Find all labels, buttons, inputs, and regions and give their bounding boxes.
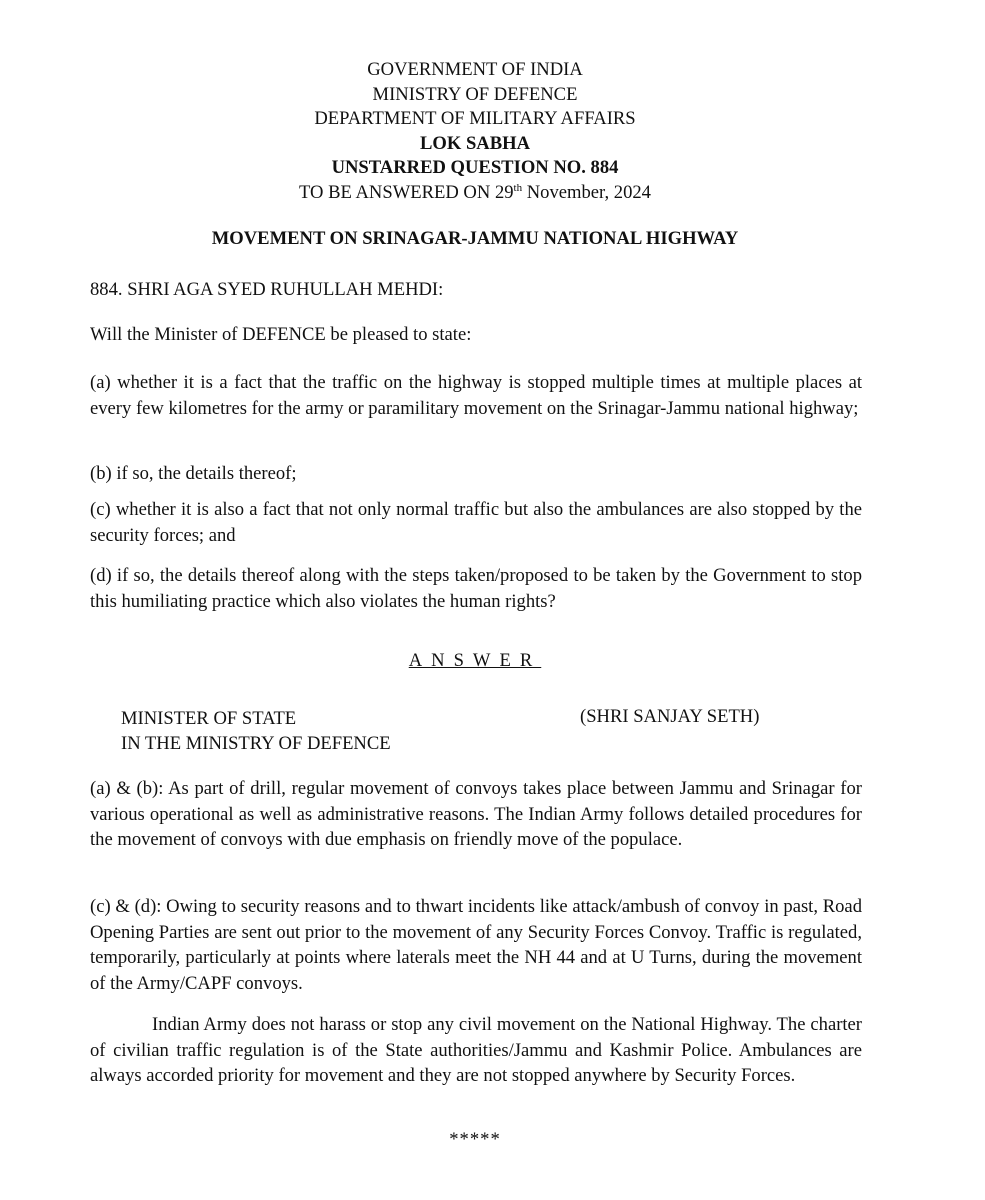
end-marker: ***** <box>449 1129 501 1150</box>
minister-title-line1: MINISTER OF STATE <box>121 708 297 729</box>
question-d: (d) if so, the details thereof along with the steps taken/proposed to be taken by the Government to stop this humiliating practice which also violates the human rights? <box>90 565 862 612</box>
header-department: DEPARTMENT OF MILITARY AFFAIRS <box>314 108 636 129</box>
member-name: 884. SHRI AGA SYED RUHULLAH MEHDI: <box>90 279 444 300</box>
answer-date-suffix: November, 2024 <box>522 181 651 203</box>
minister-name: (SHRI SANJAY SETH) <box>580 706 760 727</box>
document-header <box>0 58 950 205</box>
header-answer-date <box>0 181 950 206</box>
question-intro: Will the Minister of DEFENCE be pleased to state: <box>90 324 472 345</box>
answer-date-superscript: th <box>513 181 523 194</box>
question-subject: MOVEMENT ON SRINAGAR-JAMMU NATIONAL HIGHWAY <box>211 228 739 249</box>
question-a: (a) whether it is a fact that the traffic on the highway is stopped multiple times at multiple places at every few kilometres for the army or paramilitary movement on the Srinagar-Jammu national highway; <box>90 372 862 419</box>
answer-heading-text: ANSWER <box>408 650 542 671</box>
minister-title-line2: IN THE MINISTRY OF DEFENCE <box>121 733 391 754</box>
header-house: LOK SABHA <box>419 132 531 154</box>
question-c: (c) whether it is also a fact that not only normal traffic but also the ambulances are also stopped by the security forces; and <box>90 499 862 546</box>
question-b: (b) if so, the details thereof; <box>90 463 297 484</box>
answer-date-prefix: TO BE ANSWERED ON 29 <box>299 181 514 203</box>
minister-title <box>121 706 391 756</box>
header-question-number: UNSTARRED QUESTION NO. 884 <box>331 157 619 178</box>
answer-c-d: (c) & (d): Owing to security reasons and to thwart incidents like attack/ambush of convoy in past, Road Opening Parties are sent out prior to the movement of any Security Forces Convoy. Traffic is regulated, temporarily, particularly at points where laterals meet the NH 44 and at U Turns, during the movement of the Army/CAPF convoys. <box>90 896 862 994</box>
answer-a-b: (a) & (b): As part of drill, regular movement of convoys takes place between Jammu and Srinagar for various operational as well as administrative reasons. The Indian Army follows detailed procedures for the movement of convoys with due emphasis on friendly move of the populace. <box>90 778 862 850</box>
header-government: GOVERNMENT OF INDIA <box>367 59 583 80</box>
header-ministry: MINISTRY OF DEFENCE <box>372 83 578 105</box>
answer-heading <box>0 650 950 672</box>
answer-army-paragraph: Indian Army does not harass or stop any civil movement on the National Highway. The charter of civilian traffic regulation is of the State authorities/Jammu and Kashmir Police. Ambulances are always accorded priority for movement and they are not stopped anywhere by Security Forces. <box>90 1014 862 1086</box>
